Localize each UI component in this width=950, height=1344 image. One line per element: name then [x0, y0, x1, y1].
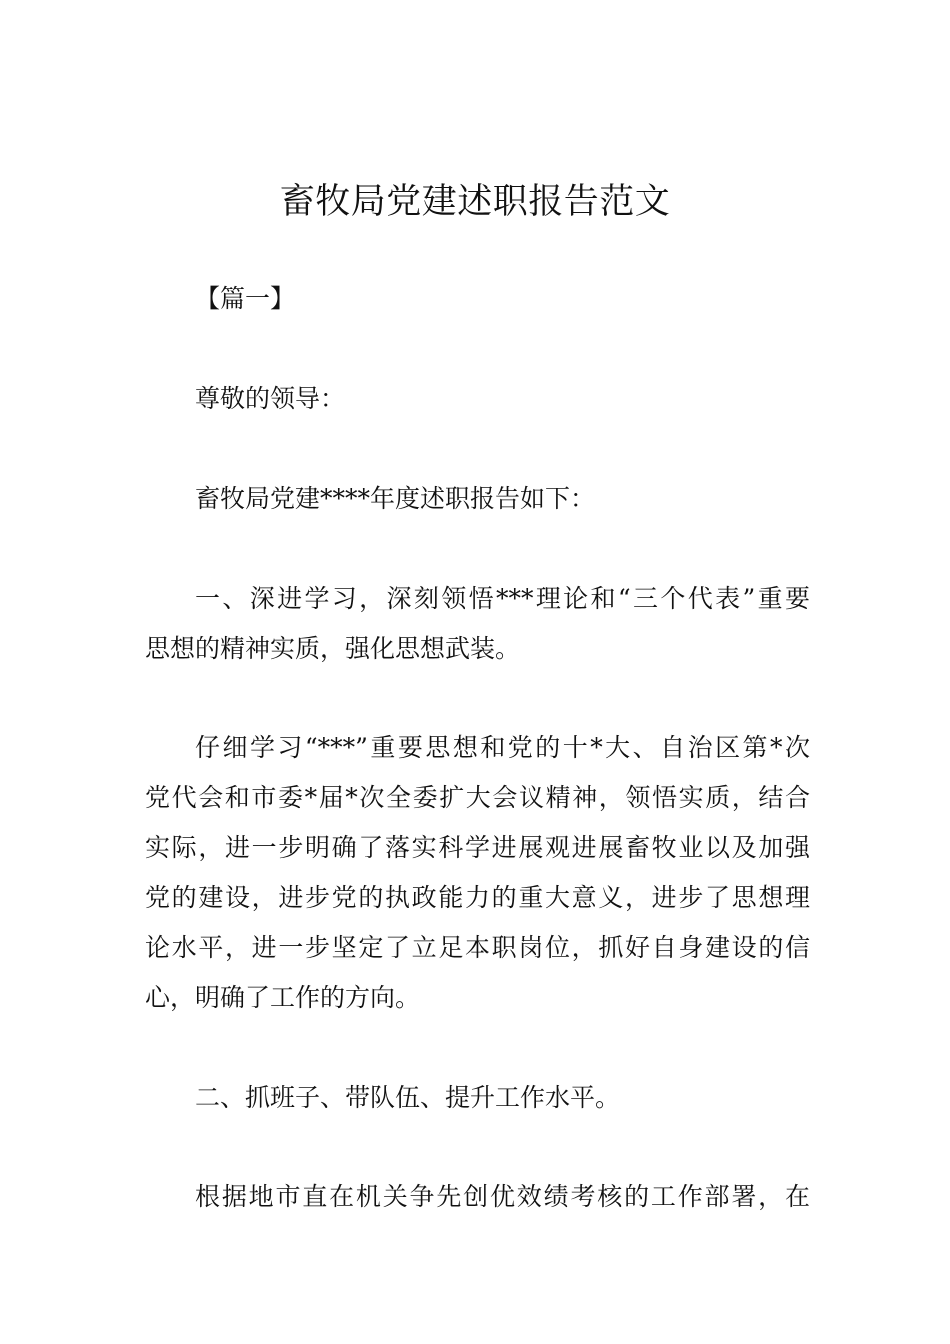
intro-line: 畜牧局党建****年度述职报告如下：: [195, 484, 596, 513]
paragraph-1-line-2: 党代会和市委*届*次全委扩大会议精神，领悟实质，结合: [145, 783, 810, 812]
heading-2: 二、抓班子、带队伍、提升工作水平。: [195, 1083, 621, 1112]
salutation: 尊敬的领导：: [195, 384, 346, 413]
heading-1-line-2: 思想的精神实质，强化思想武装。: [145, 634, 521, 663]
heading-1-line-1: 一、深进学习，深刻领悟***理论和“三个代表”重要: [195, 584, 810, 613]
paragraph-1-line-6: 心，明确了工作的方向。: [145, 983, 421, 1012]
paragraph-2-line-1: 根据地市直在机关争先创优效绩考核的工作部署，在: [195, 1182, 810, 1211]
paragraph-1-line-1: 仔细学习“***”重要思想和党的十*大、自治区第*次: [195, 733, 810, 762]
paragraph-1-line-5: 论水平，进一步坚定了立足本职岗位，抓好自身建设的信: [145, 933, 810, 962]
paragraph-1-line-4: 党的建设，进步党的执政能力的重大意义，进步了思想理: [145, 883, 810, 912]
section-label: 【篇一】: [195, 284, 296, 313]
document-title: 畜牧局党建述职报告范文: [279, 182, 671, 222]
paragraph-1-line-3: 实际，进一步明确了落实科学进展观进展畜牧业以及加强: [145, 833, 810, 862]
